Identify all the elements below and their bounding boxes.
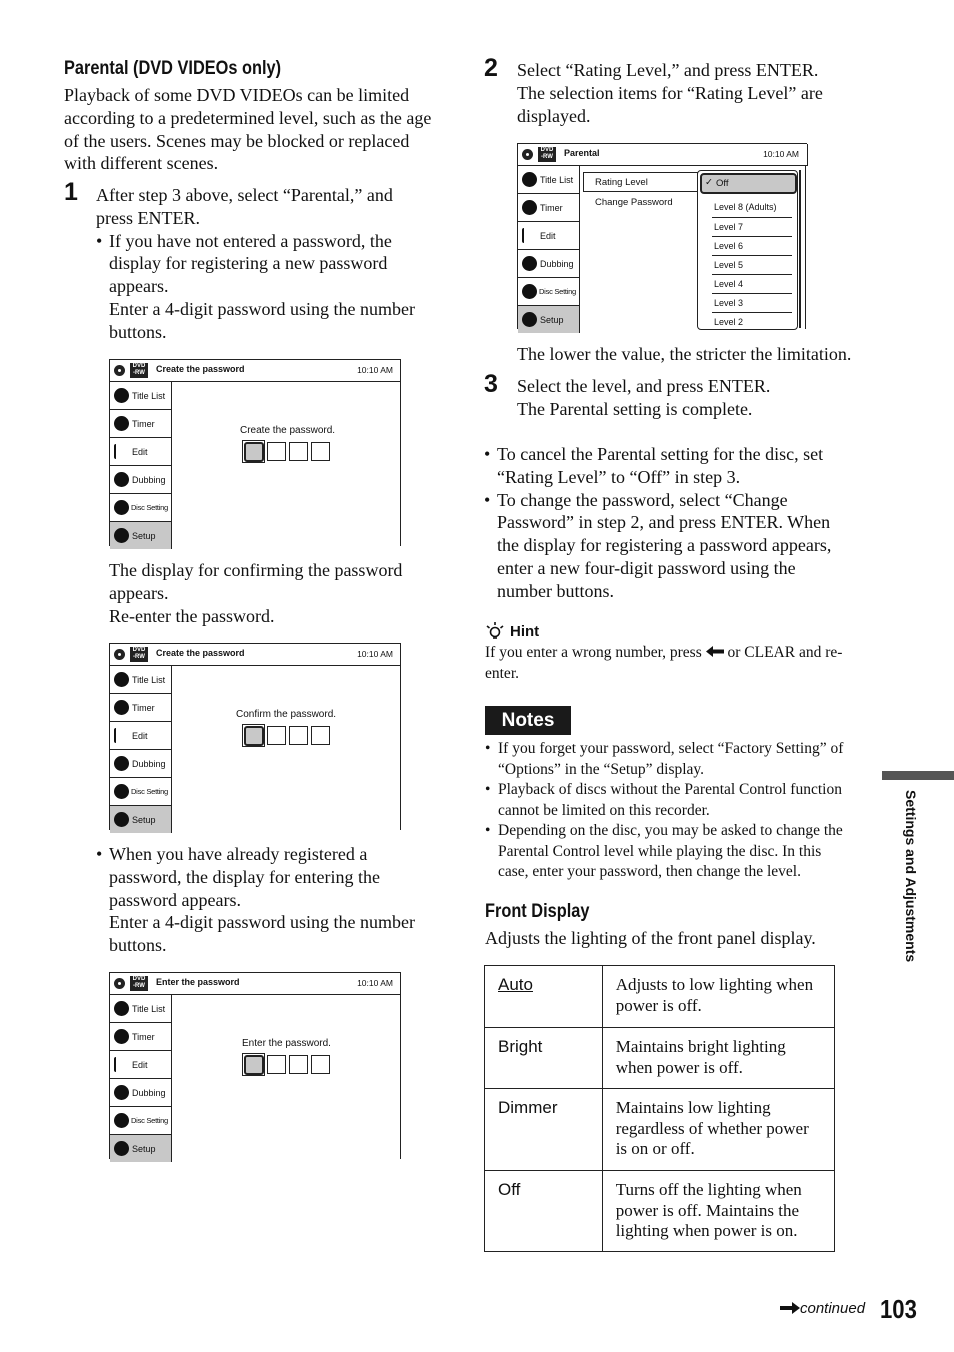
text-line: lighting when power is on.	[615, 1221, 798, 1240]
menu-label: Timer	[540, 203, 563, 213]
page-number: 103	[880, 1294, 917, 1324]
disc-icon	[114, 649, 125, 660]
text-line: The selection items for “Rating Level” are	[517, 82, 823, 103]
screen-title: Enter the password	[156, 977, 240, 987]
arrow-right-icon	[780, 1301, 800, 1315]
toolbox-icon	[114, 812, 129, 827]
password-digit-4[interactable]	[311, 726, 330, 745]
step1-bullet	[96, 230, 456, 344]
menu-label: Disc Setting	[131, 503, 168, 512]
menu-label: Timer	[132, 703, 155, 713]
screen-header	[518, 144, 808, 166]
option-rating-level[interactable]	[583, 172, 698, 192]
rating-level-dropdown	[697, 170, 798, 330]
timer-icon	[114, 416, 129, 431]
menu-label: Edit	[540, 231, 556, 241]
table-value	[602, 966, 834, 1028]
title-list-icon	[114, 1001, 129, 1016]
dvd-rw-badge: DVD -RW	[538, 147, 556, 162]
menu-label: Setup	[132, 531, 156, 541]
text-line: The display for confirming the password	[109, 560, 403, 580]
screen-header	[110, 360, 401, 382]
confirm-paragraph	[109, 559, 454, 627]
text-line: “Rating Level” to “Off” in step 3.	[497, 466, 741, 487]
toolbox-icon	[114, 528, 129, 543]
dubbing-icon	[114, 756, 129, 771]
text-line: After step 3 above, select “Parental,” and	[96, 185, 393, 205]
option-label: Level 7	[714, 222, 744, 232]
menu-item-dubbing[interactable]	[110, 750, 171, 778]
text-line: display for registering a new password	[109, 253, 388, 274]
timer-icon	[522, 200, 537, 215]
text-line: Select “Rating Level,” and press ENTER.	[517, 60, 819, 80]
option-label: Level 6	[714, 241, 744, 251]
password-digit-4[interactable]	[311, 1055, 330, 1074]
section-heading-parental: Parental (DVD VIDEOs only)	[64, 58, 282, 79]
rating-option[interactable]	[712, 218, 792, 237]
rating-option[interactable]	[712, 313, 792, 331]
text-line: with different scenes.	[64, 153, 219, 174]
menu-item-edit[interactable]	[110, 438, 171, 466]
screen-menu	[110, 666, 172, 833]
menu-item-disc-setting[interactable]	[110, 494, 171, 522]
check-icon: ✓	[705, 177, 713, 188]
screen-create-password	[109, 359, 401, 546]
menu-label: Timer	[132, 419, 155, 429]
menu-item-dubbing[interactable]	[110, 1079, 171, 1107]
option-label: Level 5	[714, 260, 744, 270]
menu-label: Disc Setting	[131, 1116, 168, 1125]
menu-item-title-list[interactable]	[518, 166, 579, 194]
password-prompt: Confirm the password.	[236, 709, 337, 720]
screen-time: 10:10 AM	[357, 978, 393, 988]
tips-list	[484, 443, 874, 603]
screen-time: 10:10 AM	[357, 649, 393, 659]
screen-confirm-password	[109, 643, 401, 830]
table-row	[485, 966, 835, 1028]
password-digit-1-frame	[242, 1053, 265, 1076]
front-display-table	[484, 965, 835, 1252]
menu-label: Timer	[132, 1032, 155, 1042]
rating-option[interactable]	[712, 237, 792, 256]
lower-value-note: The lower the value, the stricter the limitation.	[517, 344, 852, 364]
menu-label: Title List	[132, 391, 166, 401]
text-line: case, enter your password, then change the level.	[498, 863, 801, 880]
text-line: • To change the password, select “Change	[497, 489, 788, 510]
disc-setting-icon	[114, 784, 129, 799]
toolbox-icon	[114, 1141, 129, 1156]
menu-item-edit[interactable]	[518, 222, 579, 250]
password-digit-1-frame	[242, 440, 265, 463]
table-key	[485, 966, 603, 1028]
menu-label: Dubbing	[540, 259, 574, 269]
menu-label: Setup	[132, 1144, 156, 1154]
title-list-icon	[114, 388, 129, 403]
menu-item-title-list[interactable]	[110, 666, 171, 694]
screen-border	[400, 973, 401, 1159]
text-line: buttons.	[109, 321, 167, 342]
menu-item-dubbing[interactable]	[518, 250, 579, 278]
menu-item-edit[interactable]	[110, 722, 171, 750]
text-line: password appears.	[109, 889, 241, 910]
text-line: appears.	[109, 582, 169, 603]
password-digit-3[interactable]	[289, 1055, 308, 1074]
timer-icon	[114, 700, 129, 715]
registered-paragraph	[96, 843, 456, 957]
menu-label: Dubbing	[132, 759, 166, 769]
password-digit-1[interactable]	[244, 442, 264, 462]
option-label: Rating Level	[595, 177, 648, 188]
screen-menu	[110, 995, 172, 1162]
dubbing-icon	[114, 1085, 129, 1100]
menu-item-disc-setting[interactable]	[110, 778, 171, 806]
dvd-rw-badge: DVD -RW	[130, 647, 148, 662]
step1-text	[96, 184, 456, 344]
text-line: Enter a 4-digit password using the number	[109, 298, 415, 319]
password-digit-2[interactable]	[267, 442, 286, 461]
screen-header	[110, 973, 401, 995]
menu-item-setup[interactable]	[110, 1135, 171, 1162]
option-label: Off	[716, 178, 729, 189]
menu-item-timer[interactable]	[518, 194, 579, 222]
side-tab-bar	[882, 771, 954, 780]
note-item	[485, 780, 875, 821]
password-digit-1-frame	[242, 724, 265, 747]
text-line: Password” in step 2, and press ENTER. When	[497, 512, 831, 533]
menu-label: Disc Setting	[131, 787, 168, 796]
text-line: the display for registering a password appears,	[497, 535, 832, 556]
dvd-rw-badge: DVD -RW	[130, 363, 148, 378]
rating-option-selected[interactable]	[700, 173, 797, 194]
menu-item-disc-setting[interactable]	[518, 278, 579, 306]
option-label: Level 3	[714, 298, 744, 308]
rating-level-list	[712, 199, 792, 331]
option-auto: Auto	[498, 975, 533, 994]
text-line: The Parental setting is complete.	[517, 398, 753, 419]
intro-paragraph	[64, 84, 454, 175]
table-value	[602, 1089, 834, 1171]
text-line: Maintains low lighting	[615, 1098, 771, 1117]
menu-label: Setup	[132, 815, 156, 825]
hint-label: Hint	[510, 623, 540, 640]
text-line: power is off. Maintains the	[615, 1200, 800, 1220]
screen-menu	[110, 382, 172, 549]
note-item	[485, 739, 875, 780]
timer-icon	[114, 1029, 129, 1044]
disc-setting-icon	[114, 1113, 129, 1128]
screen-header	[110, 644, 401, 666]
text-line: when power is off.	[615, 1057, 743, 1077]
rating-option[interactable]	[712, 294, 792, 313]
menu-label: Setup	[540, 315, 564, 325]
text-line: Select the level, and press ENTER.	[517, 376, 771, 396]
password-digit-4[interactable]	[311, 442, 330, 461]
menu-label: Title List	[540, 175, 574, 185]
note-item	[485, 821, 875, 883]
dropdown-scrollbar[interactable]	[799, 170, 801, 328]
screen-menu	[518, 166, 580, 333]
text-line: enter a new four-digit password using the	[497, 557, 796, 578]
section-heading-front-display: Front Display	[485, 901, 590, 922]
registered-bullet	[96, 843, 456, 957]
text-line: Parental Control level while playing the disc. In this	[498, 842, 822, 860]
title-list-icon	[114, 672, 129, 687]
side-tab-label: Settings and Adjustments	[903, 790, 919, 963]
disc-icon	[522, 149, 533, 160]
menu-item-title-list[interactable]	[110, 382, 171, 410]
hint-text	[485, 643, 875, 684]
disc-icon	[114, 365, 125, 376]
menu-label: Edit	[132, 1060, 148, 1070]
text-line: Adjusts to low lighting when	[615, 975, 814, 994]
text-line: press ENTER.	[96, 207, 200, 228]
text-line: buttons.	[109, 935, 167, 956]
rating-option[interactable]	[712, 256, 792, 275]
text-line: Re-enter the password.	[109, 605, 275, 626]
step3-text	[517, 375, 877, 421]
screen-border	[805, 166, 806, 329]
menu-label: Disc Setting	[539, 287, 576, 296]
password-digit-3[interactable]	[289, 726, 308, 745]
disc-icon	[114, 978, 125, 989]
text-line: is on or off.	[615, 1139, 695, 1158]
toolbox-icon	[522, 312, 537, 327]
step-number: 2	[484, 54, 498, 82]
text-fragment: If you enter a wrong number, press	[485, 644, 702, 661]
scissors-icon	[114, 728, 126, 743]
title-list-icon	[522, 172, 537, 187]
back-arrow-icon	[706, 643, 724, 664]
step-number: 3	[484, 370, 498, 398]
text-line: number buttons.	[497, 580, 614, 601]
text-line: Playback of some DVD VIDEOs can be limited	[64, 85, 410, 105]
menu-item-dubbing[interactable]	[110, 466, 171, 494]
screen-border	[400, 360, 401, 546]
option-change-password[interactable]: Change Password	[595, 197, 673, 208]
text-line: Maintains bright lighting	[615, 1037, 786, 1056]
screen-title: Create the password	[156, 648, 245, 658]
text-line: “Options” in the “Setup” display.	[498, 760, 705, 778]
text-line: • If you have not entered a password, the	[109, 230, 392, 251]
menu-item-timer[interactable]	[110, 694, 171, 722]
password-digit-2[interactable]	[267, 1055, 286, 1074]
continued-label: continued	[800, 1300, 866, 1317]
option-label: Level 4	[714, 279, 744, 289]
password-digit-1[interactable]	[244, 726, 264, 746]
password-prompt: Enter the password.	[242, 1038, 331, 1049]
tip-cancel	[484, 443, 874, 489]
menu-label: Dubbing	[132, 1088, 166, 1098]
screen-border	[400, 644, 401, 830]
text-line: power is off.	[615, 995, 702, 1015]
menu-item-disc-setting[interactable]	[110, 1107, 171, 1135]
table-row	[485, 1089, 835, 1171]
screen-enter-password	[109, 972, 401, 1159]
step2-text	[517, 59, 877, 127]
password-digit-2[interactable]	[267, 726, 286, 745]
text-line: Enter a 4-digit password using the number	[109, 912, 415, 933]
screen-title: Create the password	[156, 364, 245, 374]
menu-label: Title List	[132, 1004, 166, 1014]
menu-item-edit[interactable]	[110, 1051, 171, 1079]
menu-label: Edit	[132, 731, 148, 741]
dubbing-icon	[522, 256, 537, 271]
disc-setting-icon	[114, 500, 129, 515]
text-line: • Playback of discs without the Parental Control function	[498, 781, 842, 798]
text-line: • To cancel the Parental setting for the disc, set	[497, 444, 824, 464]
text-line: displayed.	[517, 105, 591, 126]
menu-item-setup[interactable]	[110, 806, 171, 833]
table-key: Off	[485, 1171, 603, 1252]
password-digit-3[interactable]	[289, 442, 308, 461]
text-line: appears.	[109, 276, 169, 297]
option-label: Level 8 (Adults)	[714, 202, 777, 212]
scissors-icon	[522, 228, 534, 243]
menu-label: Edit	[132, 447, 148, 457]
tip-change-password	[484, 489, 874, 603]
notes-label: Notes	[485, 706, 571, 735]
rating-option[interactable]	[712, 275, 792, 294]
table-key: Bright	[485, 1028, 603, 1089]
screen-parental	[517, 143, 807, 329]
text-line: enter.	[485, 664, 519, 682]
text-line: cannot be limited on this recorder.	[498, 801, 710, 819]
menu-item-title-list[interactable]	[110, 995, 171, 1023]
table-key: Dimmer	[485, 1089, 603, 1171]
screen-time: 10:10 AM	[357, 365, 393, 375]
front-display-intro: Adjusts the lighting of the front panel display.	[485, 928, 816, 948]
text-line: Turns off the lighting when	[615, 1180, 802, 1199]
text-line: • Depending on the disc, you may be asked to change the	[498, 822, 843, 839]
rating-option[interactable]	[712, 199, 792, 218]
text-line: • When you have already registered a	[109, 844, 368, 864]
lightbulb-icon	[485, 621, 505, 641]
step-number: 1	[64, 178, 78, 206]
text-line: • If you forget your password, select “Factory Setting” of	[498, 740, 844, 757]
dubbing-icon	[114, 472, 129, 487]
notes-list	[485, 739, 875, 883]
scissors-icon	[114, 1057, 126, 1072]
table-value	[602, 1171, 834, 1252]
text-line: regardless of whether power	[615, 1118, 809, 1138]
side-tab	[901, 790, 921, 990]
scissors-icon	[114, 444, 126, 459]
menu-item-timer[interactable]	[110, 1023, 171, 1051]
option-label: Level 2	[714, 317, 744, 327]
text-fragment: or CLEAR and re-	[727, 644, 843, 661]
menu-item-timer[interactable]	[110, 410, 171, 438]
text-line: according to a predetermined level, such as the age	[64, 107, 432, 128]
table-value	[602, 1028, 834, 1089]
menu-item-setup[interactable]	[110, 522, 171, 549]
table-row	[485, 1028, 835, 1089]
screen-title: Parental	[564, 148, 600, 158]
menu-label: Title List	[132, 675, 166, 685]
menu-label: Dubbing	[132, 475, 166, 485]
text-line: password, the display for entering the	[109, 866, 380, 887]
password-prompt: Create the password.	[240, 425, 336, 436]
password-digit-1[interactable]	[244, 1055, 264, 1075]
text-line: of the users. Scenes may be blocked or replaced	[64, 130, 410, 151]
table-row	[485, 1171, 835, 1252]
menu-item-setup[interactable]	[518, 306, 579, 333]
screen-time: 10:10 AM	[763, 149, 799, 159]
dvd-rw-badge: DVD -RW	[130, 976, 148, 991]
disc-setting-icon	[522, 284, 537, 299]
